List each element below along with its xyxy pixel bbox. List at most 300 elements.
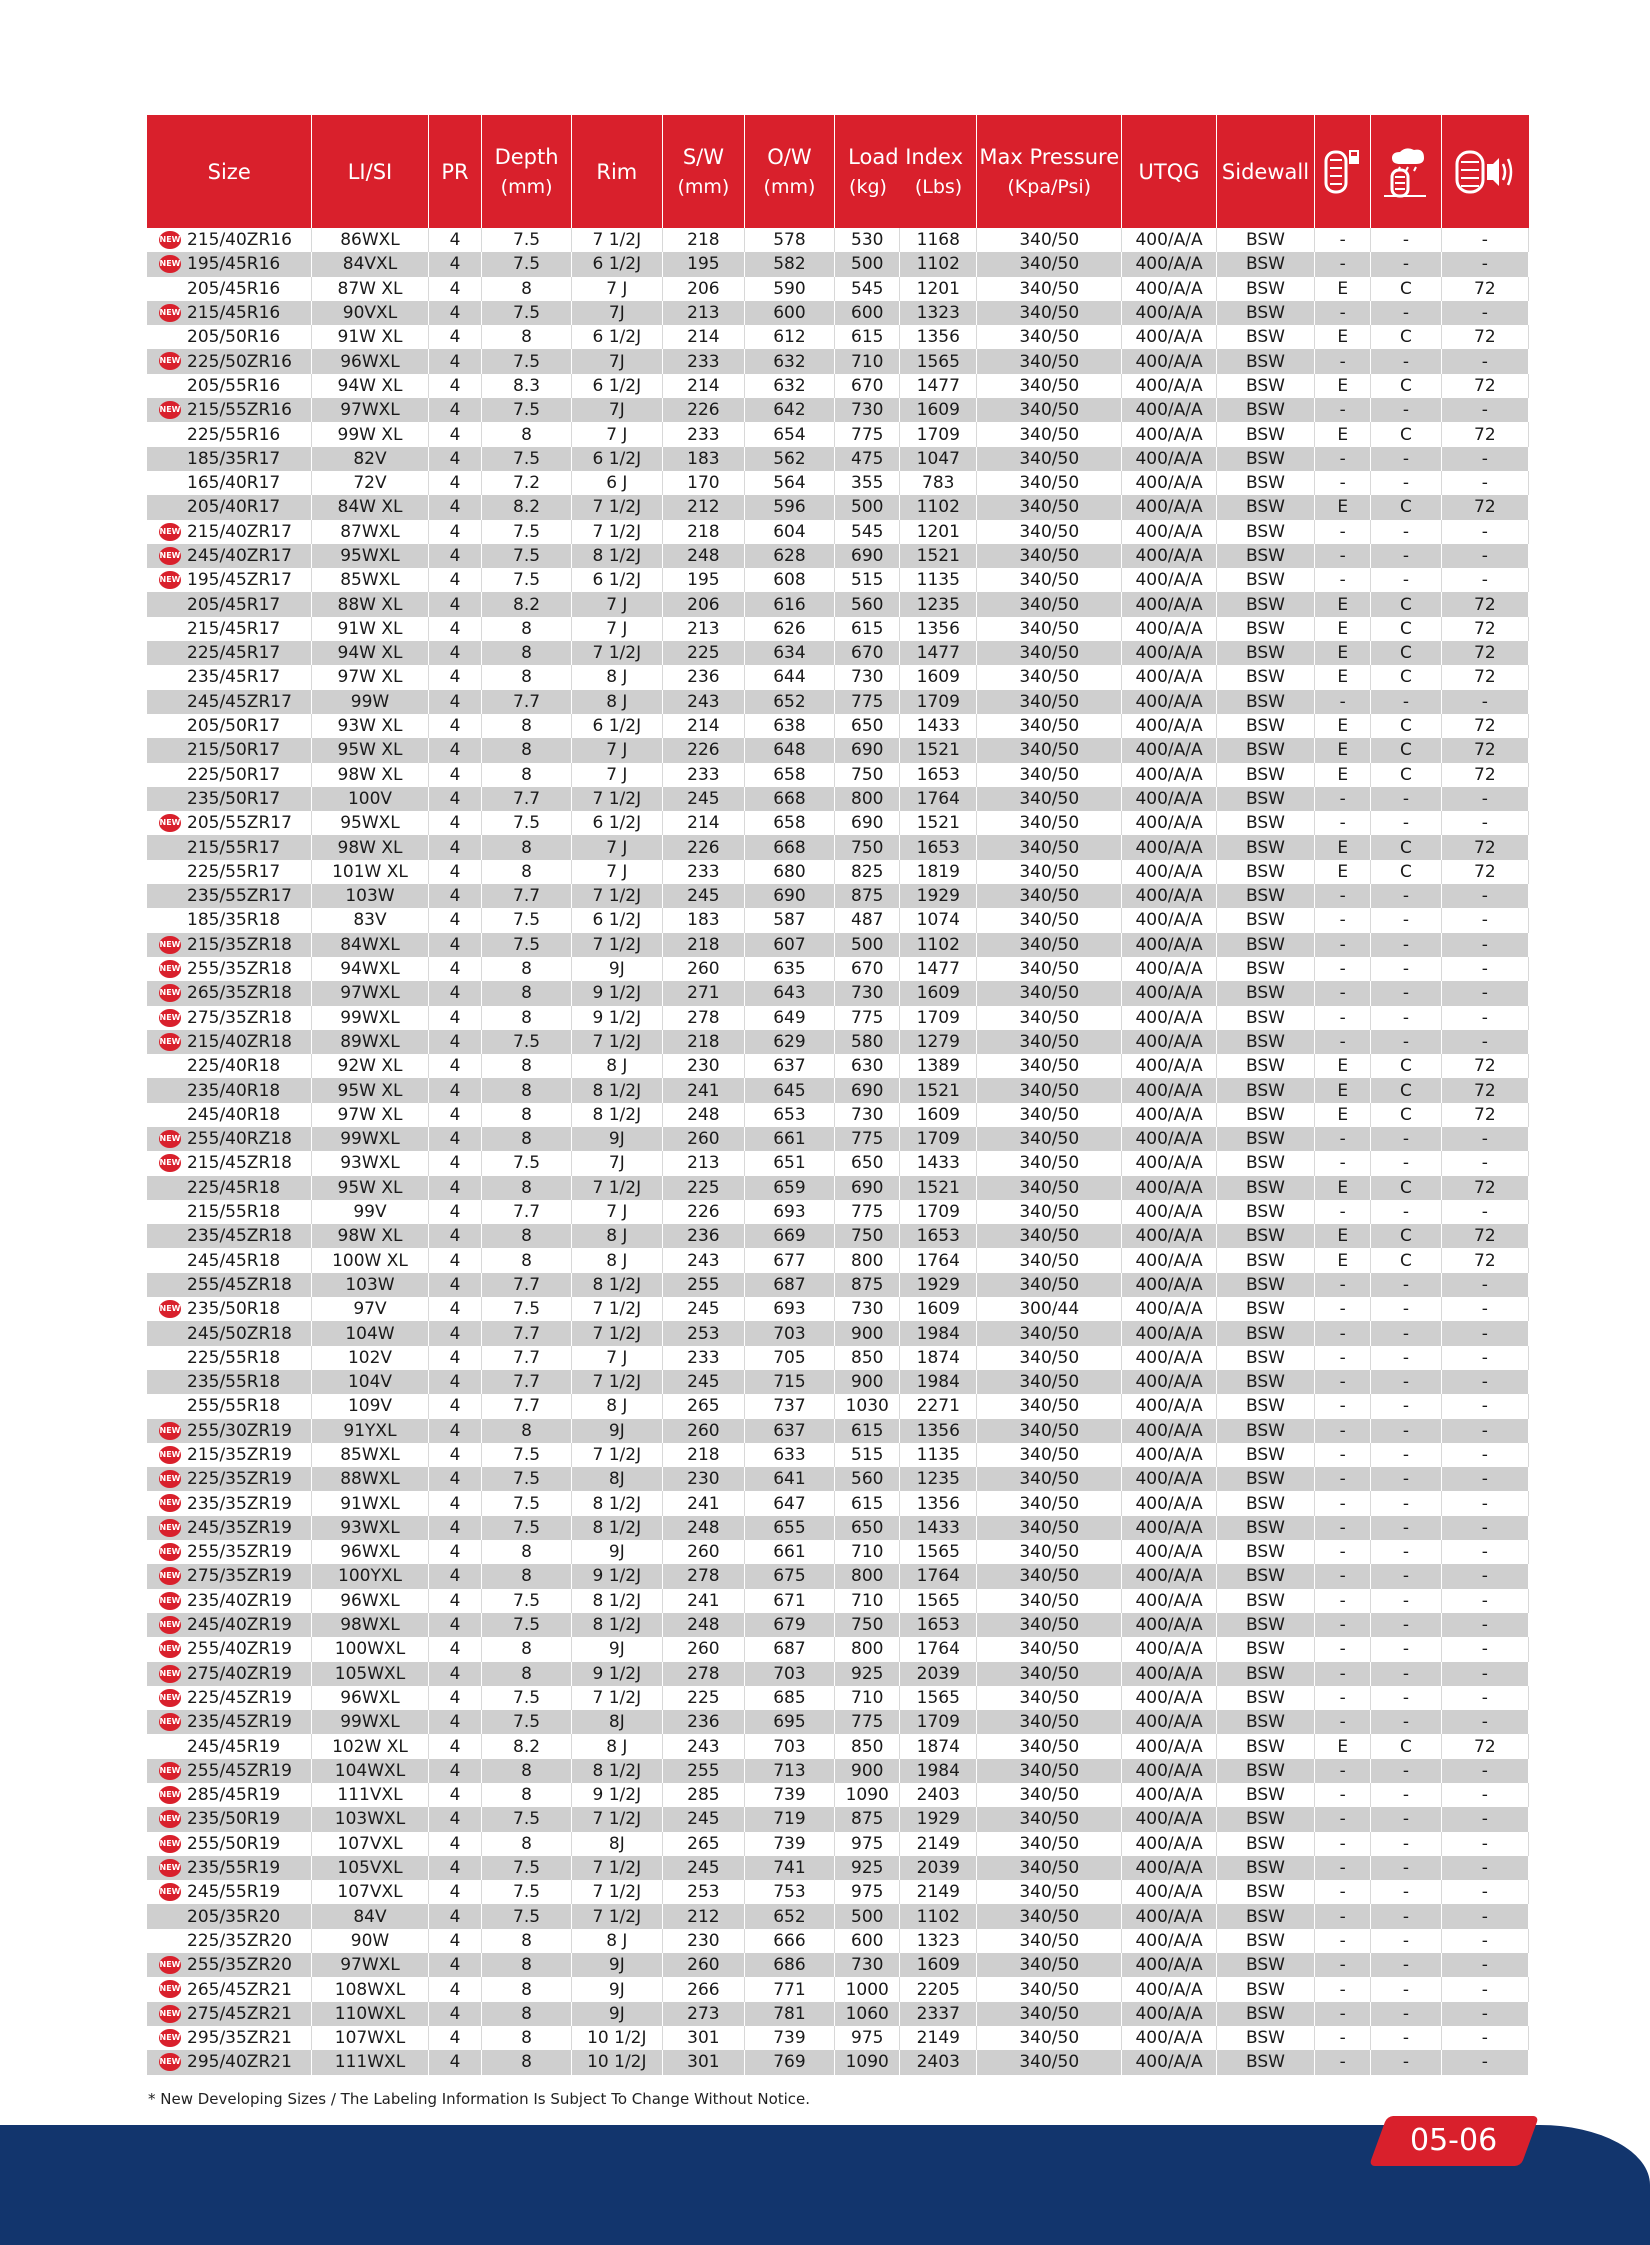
cell-sidewall: BSW	[1216, 1200, 1315, 1224]
cell-load-kg: 875	[835, 1807, 900, 1831]
cell-fuel-rating: -	[1315, 471, 1371, 495]
table-row	[147, 1783, 1529, 1807]
table-row	[147, 1929, 1529, 1953]
cell-load-lbs: 2403	[900, 2050, 977, 2074]
cell-ow: 687	[744, 1637, 834, 1661]
cell-lisi: 99V	[312, 1200, 428, 1224]
cell-load-lbs: 1235	[900, 592, 977, 616]
cell-sidewall: BSW	[1216, 1419, 1315, 1443]
table-row	[147, 1443, 1529, 1467]
cell-fuel-rating: -	[1315, 1953, 1371, 1977]
cell-size	[147, 1006, 312, 1030]
cell-max-pressure: 340/50	[977, 325, 1122, 349]
cell-lisi: 103WXL	[312, 1807, 428, 1831]
table-row	[147, 1904, 1529, 1928]
table-row	[147, 349, 1529, 373]
cell-utqg: 400/A/A	[1122, 1564, 1216, 1588]
cell-lisi: 98W XL	[312, 763, 428, 787]
cell-noise-db: 72	[1441, 1103, 1528, 1127]
cell-rim: 7 1/2J	[571, 641, 662, 665]
cell-load-kg: 975	[835, 1832, 900, 1856]
cell-lisi: 95W XL	[312, 1078, 428, 1102]
header-load-index: Load Index (kg) (Lbs)	[835, 115, 977, 228]
cell-noise-db: -	[1441, 252, 1528, 276]
cell-ow: 679	[744, 1613, 834, 1637]
cell-fuel-rating: -	[1315, 690, 1371, 714]
cell-utqg: 400/A/A	[1122, 568, 1216, 592]
cell-lisi: 86WXL	[312, 228, 428, 252]
cell-load-kg: 730	[835, 1953, 900, 1977]
cell-rim: 6 1/2J	[571, 374, 662, 398]
size-value: 295/35ZR21	[187, 2028, 292, 2049]
cell-sw: 301	[662, 2050, 744, 2074]
cell-ow: 739	[744, 2026, 834, 2050]
cell-rim: 9J	[571, 1953, 662, 1977]
cell-pr: 4	[428, 1540, 482, 1564]
cell-size	[147, 2050, 312, 2074]
cell-utqg: 400/A/A	[1122, 301, 1216, 325]
wet-grip-icon	[1382, 146, 1430, 198]
cell-noise-db: 72	[1441, 1224, 1528, 1248]
cell-wet-grip-rating: -	[1371, 1953, 1442, 1977]
cell-max-pressure: 340/50	[977, 1321, 1122, 1345]
cell-ow: 596	[744, 495, 834, 519]
cell-wet-grip-rating: C	[1371, 714, 1442, 738]
header-rim: Rim	[571, 115, 662, 228]
cell-size	[147, 1030, 312, 1054]
cell-rim: 10 1/2J	[571, 2026, 662, 2050]
cell-load-lbs: 1709	[900, 1006, 977, 1030]
cell-size	[147, 690, 312, 714]
cell-depth: 8	[482, 981, 571, 1005]
size-value: 235/40ZR19	[187, 1590, 292, 1611]
cell-wet-grip-rating: -	[1371, 447, 1442, 471]
cell-noise-db: -	[1441, 1151, 1528, 1175]
cell-rim: 7 1/2J	[571, 1880, 662, 1904]
cell-sw: 265	[662, 1832, 744, 1856]
cell-lisi: 85WXL	[312, 568, 428, 592]
cell-size	[147, 884, 312, 908]
cell-ow: 587	[744, 908, 834, 932]
cell-max-pressure: 340/50	[977, 641, 1122, 665]
cell-utqg: 400/A/A	[1122, 1613, 1216, 1637]
cell-rim: 8 J	[571, 1394, 662, 1418]
cell-pr: 4	[428, 1321, 482, 1345]
cell-fuel-rating: -	[1315, 447, 1371, 471]
cell-sw: 271	[662, 981, 744, 1005]
cell-max-pressure: 340/50	[977, 568, 1122, 592]
cell-sw: 230	[662, 1054, 744, 1078]
cell-noise-db: -	[1441, 1589, 1528, 1613]
cell-rim: 8 1/2J	[571, 1491, 662, 1515]
cell-depth: 7.5	[482, 252, 571, 276]
cell-load-lbs: 2039	[900, 1662, 977, 1686]
cell-fuel-rating: -	[1315, 228, 1371, 252]
cell-size	[147, 1127, 312, 1151]
cell-load-lbs: 1764	[900, 1637, 977, 1661]
cell-sw: 253	[662, 1880, 744, 1904]
table-row	[147, 1006, 1529, 1030]
size-value: 225/45R17	[187, 643, 281, 664]
size-value: 275/40ZR19	[187, 1663, 292, 1684]
header-utqg: UTQG	[1122, 115, 1216, 228]
cell-noise-db: -	[1441, 1127, 1528, 1151]
new-badge: NEW	[159, 1300, 181, 1318]
cell-utqg: 400/A/A	[1122, 884, 1216, 908]
cell-rim: 8 1/2J	[571, 1078, 662, 1102]
cell-pr: 4	[428, 447, 482, 471]
cell-wet-grip-rating: -	[1371, 1613, 1442, 1637]
cell-load-kg: 615	[835, 617, 900, 641]
cell-max-pressure: 340/50	[977, 908, 1122, 932]
header-sidewall: Sidewall	[1216, 115, 1315, 228]
cell-load-kg: 690	[835, 738, 900, 762]
new-badge: NEW	[159, 1786, 181, 1804]
cell-noise-db: 72	[1441, 277, 1528, 301]
cell-size	[147, 374, 312, 398]
cell-lisi: 97WXL	[312, 1953, 428, 1977]
cell-load-lbs: 1874	[900, 1734, 977, 1758]
size-value: 255/55R18	[187, 1396, 281, 1417]
table-row	[147, 1564, 1529, 1588]
cell-lisi: 95WXL	[312, 811, 428, 835]
cell-lisi: 93WXL	[312, 1516, 428, 1540]
header-lisi: LI/SI	[312, 115, 428, 228]
cell-fuel-rating: -	[1315, 787, 1371, 811]
cell-noise-db: -	[1441, 1564, 1528, 1588]
cell-size	[147, 1200, 312, 1224]
cell-max-pressure: 340/50	[977, 1370, 1122, 1394]
cell-load-kg: 850	[835, 1734, 900, 1758]
new-badge: NEW	[159, 1033, 181, 1051]
cell-ow: 655	[744, 1516, 834, 1540]
cell-fuel-rating: E	[1315, 1103, 1371, 1127]
cell-pr: 4	[428, 1151, 482, 1175]
cell-utqg: 400/A/A	[1122, 1759, 1216, 1783]
cell-fuel-rating: -	[1315, 568, 1371, 592]
cell-load-lbs: 1609	[900, 981, 977, 1005]
cell-max-pressure: 340/50	[977, 520, 1122, 544]
table-row	[147, 398, 1529, 422]
cell-wet-grip-rating: -	[1371, 520, 1442, 544]
cell-load-lbs: 2039	[900, 1856, 977, 1880]
cell-ow: 741	[744, 1856, 834, 1880]
cell-sidewall: BSW	[1216, 1273, 1315, 1297]
cell-fuel-rating: -	[1315, 1832, 1371, 1856]
new-badge: NEW	[159, 1859, 181, 1877]
cell-rim: 7 1/2J	[571, 1686, 662, 1710]
cell-wet-grip-rating: C	[1371, 1248, 1442, 1272]
table-row	[147, 1856, 1529, 1880]
cell-rim: 9J	[571, 1977, 662, 2001]
cell-max-pressure: 340/50	[977, 1516, 1122, 1540]
cell-depth: 8	[482, 835, 571, 859]
cell-wet-grip-rating: -	[1371, 1370, 1442, 1394]
cell-noise-db: 72	[1441, 1176, 1528, 1200]
cell-depth: 8	[482, 665, 571, 689]
cell-sw: 212	[662, 1904, 744, 1928]
cell-sw: 273	[662, 2002, 744, 2026]
cell-utqg: 400/A/A	[1122, 2002, 1216, 2026]
cell-ow: 715	[744, 1370, 834, 1394]
cell-sidewall: BSW	[1216, 1977, 1315, 2001]
size-value: 215/40ZR16	[187, 230, 292, 251]
cell-rim: 7 1/2J	[571, 1030, 662, 1054]
cell-sw: 248	[662, 544, 744, 568]
cell-size	[147, 1467, 312, 1491]
cell-depth: 8	[482, 1078, 571, 1102]
cell-noise-db: 72	[1441, 641, 1528, 665]
cell-ow: 677	[744, 1248, 834, 1272]
cell-load-kg: 690	[835, 1176, 900, 1200]
cell-load-kg: 710	[835, 349, 900, 373]
cell-utqg: 400/A/A	[1122, 1734, 1216, 1758]
cell-noise-db: -	[1441, 1540, 1528, 1564]
cell-wet-grip-rating: C	[1371, 738, 1442, 762]
new-badge: NEW	[159, 2005, 181, 2023]
cell-ow: 753	[744, 1880, 834, 1904]
cell-lisi: 101W XL	[312, 860, 428, 884]
cell-ow: 652	[744, 690, 834, 714]
cell-sw: 245	[662, 884, 744, 908]
cell-rim: 8 J	[571, 1224, 662, 1248]
cell-rim: 6 1/2J	[571, 252, 662, 276]
cell-utqg: 400/A/A	[1122, 1953, 1216, 1977]
cell-load-lbs: 2337	[900, 2002, 977, 2026]
cell-utqg: 400/A/A	[1122, 1710, 1216, 1734]
cell-depth: 8	[482, 277, 571, 301]
cell-size	[147, 787, 312, 811]
cell-utqg: 400/A/A	[1122, 1443, 1216, 1467]
cell-sidewall: BSW	[1216, 544, 1315, 568]
cell-depth: 7.5	[482, 398, 571, 422]
cell-lisi: 95W XL	[312, 738, 428, 762]
cell-rim: 7 1/2J	[571, 228, 662, 252]
cell-utqg: 400/A/A	[1122, 544, 1216, 568]
table-row	[147, 1589, 1529, 1613]
cell-fuel-rating: -	[1315, 908, 1371, 932]
table-row	[147, 1686, 1529, 1710]
cell-wet-grip-rating: -	[1371, 1200, 1442, 1224]
cell-utqg: 400/A/A	[1122, 1346, 1216, 1370]
cell-rim: 8J	[571, 1710, 662, 1734]
cell-ow: 705	[744, 1346, 834, 1370]
cell-sw: 233	[662, 860, 744, 884]
cell-sw: 225	[662, 1686, 744, 1710]
cell-sw: 245	[662, 1856, 744, 1880]
cell-utqg: 400/A/A	[1122, 1783, 1216, 1807]
cell-rim: 7 1/2J	[571, 1176, 662, 1200]
new-badge: NEW	[159, 1446, 181, 1464]
cell-load-lbs: 1102	[900, 495, 977, 519]
cell-sidewall: BSW	[1216, 738, 1315, 762]
cell-utqg: 400/A/A	[1122, 1419, 1216, 1443]
cell-pr: 4	[428, 738, 482, 762]
cell-noise-db: -	[1441, 1030, 1528, 1054]
new-badge: NEW	[159, 547, 181, 565]
cell-lisi: 97V	[312, 1297, 428, 1321]
size-value: 225/50ZR16	[187, 351, 292, 372]
size-value: 245/45R18	[187, 1250, 281, 1271]
table-row	[147, 714, 1529, 738]
cell-ow: 769	[744, 2050, 834, 2074]
cell-noise-db: -	[1441, 1443, 1528, 1467]
new-badge: NEW	[159, 1592, 181, 1610]
size-value: 235/45R17	[187, 667, 281, 688]
cell-lisi: 91W XL	[312, 325, 428, 349]
cell-size	[147, 981, 312, 1005]
cell-depth: 7.5	[482, 228, 571, 252]
cell-ow: 629	[744, 1030, 834, 1054]
cell-load-kg: 800	[835, 1637, 900, 1661]
cell-noise-db: 72	[1441, 1248, 1528, 1272]
cell-size	[147, 2002, 312, 2026]
table-row	[147, 933, 1529, 957]
cell-noise-db: -	[1441, 301, 1528, 325]
cell-load-kg: 650	[835, 714, 900, 738]
cell-sw: 233	[662, 422, 744, 446]
cell-fuel-rating: -	[1315, 1686, 1371, 1710]
cell-depth: 8	[482, 1176, 571, 1200]
table-row	[147, 617, 1529, 641]
table-row	[147, 252, 1529, 276]
size-value: 255/30ZR19	[187, 1420, 292, 1441]
cell-wet-grip-rating: -	[1371, 1516, 1442, 1540]
table-row	[147, 301, 1529, 325]
cell-sw: 195	[662, 568, 744, 592]
cell-noise-db: -	[1441, 1346, 1528, 1370]
cell-noise-db: 72	[1441, 835, 1528, 859]
cell-lisi: 99WXL	[312, 1127, 428, 1151]
cell-ow: 703	[744, 1734, 834, 1758]
table-row	[147, 228, 1529, 252]
cell-rim: 9J	[571, 1540, 662, 1564]
cell-utqg: 400/A/A	[1122, 763, 1216, 787]
cell-load-lbs: 1609	[900, 665, 977, 689]
cell-lisi: 99WXL	[312, 1710, 428, 1734]
cell-sidewall: BSW	[1216, 641, 1315, 665]
cell-size	[147, 1370, 312, 1394]
cell-depth: 7.5	[482, 1516, 571, 1540]
cell-sw: 214	[662, 811, 744, 835]
cell-rim: 7 1/2J	[571, 1321, 662, 1345]
cell-rim: 7 J	[571, 1200, 662, 1224]
cell-pr: 4	[428, 1103, 482, 1127]
cell-load-kg: 670	[835, 641, 900, 665]
cell-max-pressure: 340/50	[977, 277, 1122, 301]
cell-sw: 183	[662, 447, 744, 471]
header-noise	[1441, 115, 1528, 228]
cell-depth: 8	[482, 641, 571, 665]
cell-size	[147, 1904, 312, 1928]
fuel-efficiency-icon	[1323, 146, 1363, 198]
cell-load-lbs: 1356	[900, 1491, 977, 1515]
table-row	[147, 2050, 1529, 2074]
cell-ow: 643	[744, 981, 834, 1005]
cell-sw: 243	[662, 1248, 744, 1272]
cell-fuel-rating: -	[1315, 1467, 1371, 1491]
cell-rim: 8 1/2J	[571, 1103, 662, 1127]
table-row	[147, 374, 1529, 398]
cell-ow: 641	[744, 1467, 834, 1491]
cell-max-pressure: 340/50	[977, 835, 1122, 859]
cell-sw: 225	[662, 1176, 744, 1200]
table-row	[147, 811, 1529, 835]
cell-max-pressure: 340/50	[977, 592, 1122, 616]
cell-size	[147, 1394, 312, 1418]
cell-wet-grip-rating: C	[1371, 592, 1442, 616]
cell-load-kg: 1060	[835, 2002, 900, 2026]
cell-size	[147, 398, 312, 422]
cell-utqg: 400/A/A	[1122, 860, 1216, 884]
cell-wet-grip-rating: C	[1371, 1078, 1442, 1102]
cell-sw: 226	[662, 1200, 744, 1224]
cell-depth: 7.7	[482, 1273, 571, 1297]
cell-wet-grip-rating: -	[1371, 1443, 1442, 1467]
cell-depth: 8	[482, 2050, 571, 2074]
cell-depth: 8	[482, 957, 571, 981]
cell-ow: 675	[744, 1564, 834, 1588]
cell-fuel-rating: E	[1315, 641, 1371, 665]
cell-pr: 4	[428, 933, 482, 957]
new-badge: NEW	[159, 2053, 181, 2071]
cell-max-pressure: 340/50	[977, 1589, 1122, 1613]
cell-pr: 4	[428, 835, 482, 859]
size-value: 225/45ZR19	[187, 1687, 292, 1708]
cell-load-kg: 600	[835, 301, 900, 325]
cell-ow: 600	[744, 301, 834, 325]
cell-sw: 206	[662, 592, 744, 616]
cell-load-kg: 500	[835, 252, 900, 276]
cell-sw: 226	[662, 738, 744, 762]
cell-pr: 4	[428, 252, 482, 276]
cell-sidewall: BSW	[1216, 1662, 1315, 1686]
cell-sw: 278	[662, 1662, 744, 1686]
cell-size	[147, 1297, 312, 1321]
cell-lisi: 109V	[312, 1394, 428, 1418]
cell-ow: 739	[744, 1832, 834, 1856]
cell-load-kg: 670	[835, 374, 900, 398]
cell-load-kg: 615	[835, 1491, 900, 1515]
cell-noise-db: -	[1441, 1832, 1528, 1856]
cell-lisi: 99W	[312, 690, 428, 714]
size-value: 255/45ZR18	[187, 1274, 292, 1295]
cell-load-kg: 500	[835, 495, 900, 519]
cell-noise-db: -	[1441, 1637, 1528, 1661]
cell-lisi: 84W XL	[312, 495, 428, 519]
cell-depth: 8	[482, 1564, 571, 1588]
cell-depth: 7.5	[482, 1030, 571, 1054]
cell-sw: 260	[662, 1540, 744, 1564]
cell-max-pressure: 340/50	[977, 1248, 1122, 1272]
cell-ow: 632	[744, 349, 834, 373]
size-value: 235/50R18	[187, 1299, 281, 1320]
cell-wet-grip-rating: C	[1371, 1734, 1442, 1758]
cell-ow: 638	[744, 714, 834, 738]
cell-utqg: 400/A/A	[1122, 1297, 1216, 1321]
cell-lisi: 100WXL	[312, 1637, 428, 1661]
cell-max-pressure: 340/50	[977, 617, 1122, 641]
cell-lisi: 87W XL	[312, 277, 428, 301]
cell-ow: 649	[744, 1006, 834, 1030]
cell-utqg: 400/A/A	[1122, 1929, 1216, 1953]
cell-pr: 4	[428, 1224, 482, 1248]
cell-wet-grip-rating: -	[1371, 2002, 1442, 2026]
cell-sw: 260	[662, 957, 744, 981]
cell-ow: 637	[744, 1419, 834, 1443]
cell-max-pressure: 340/50	[977, 1710, 1122, 1734]
cell-load-lbs: 1709	[900, 1200, 977, 1224]
